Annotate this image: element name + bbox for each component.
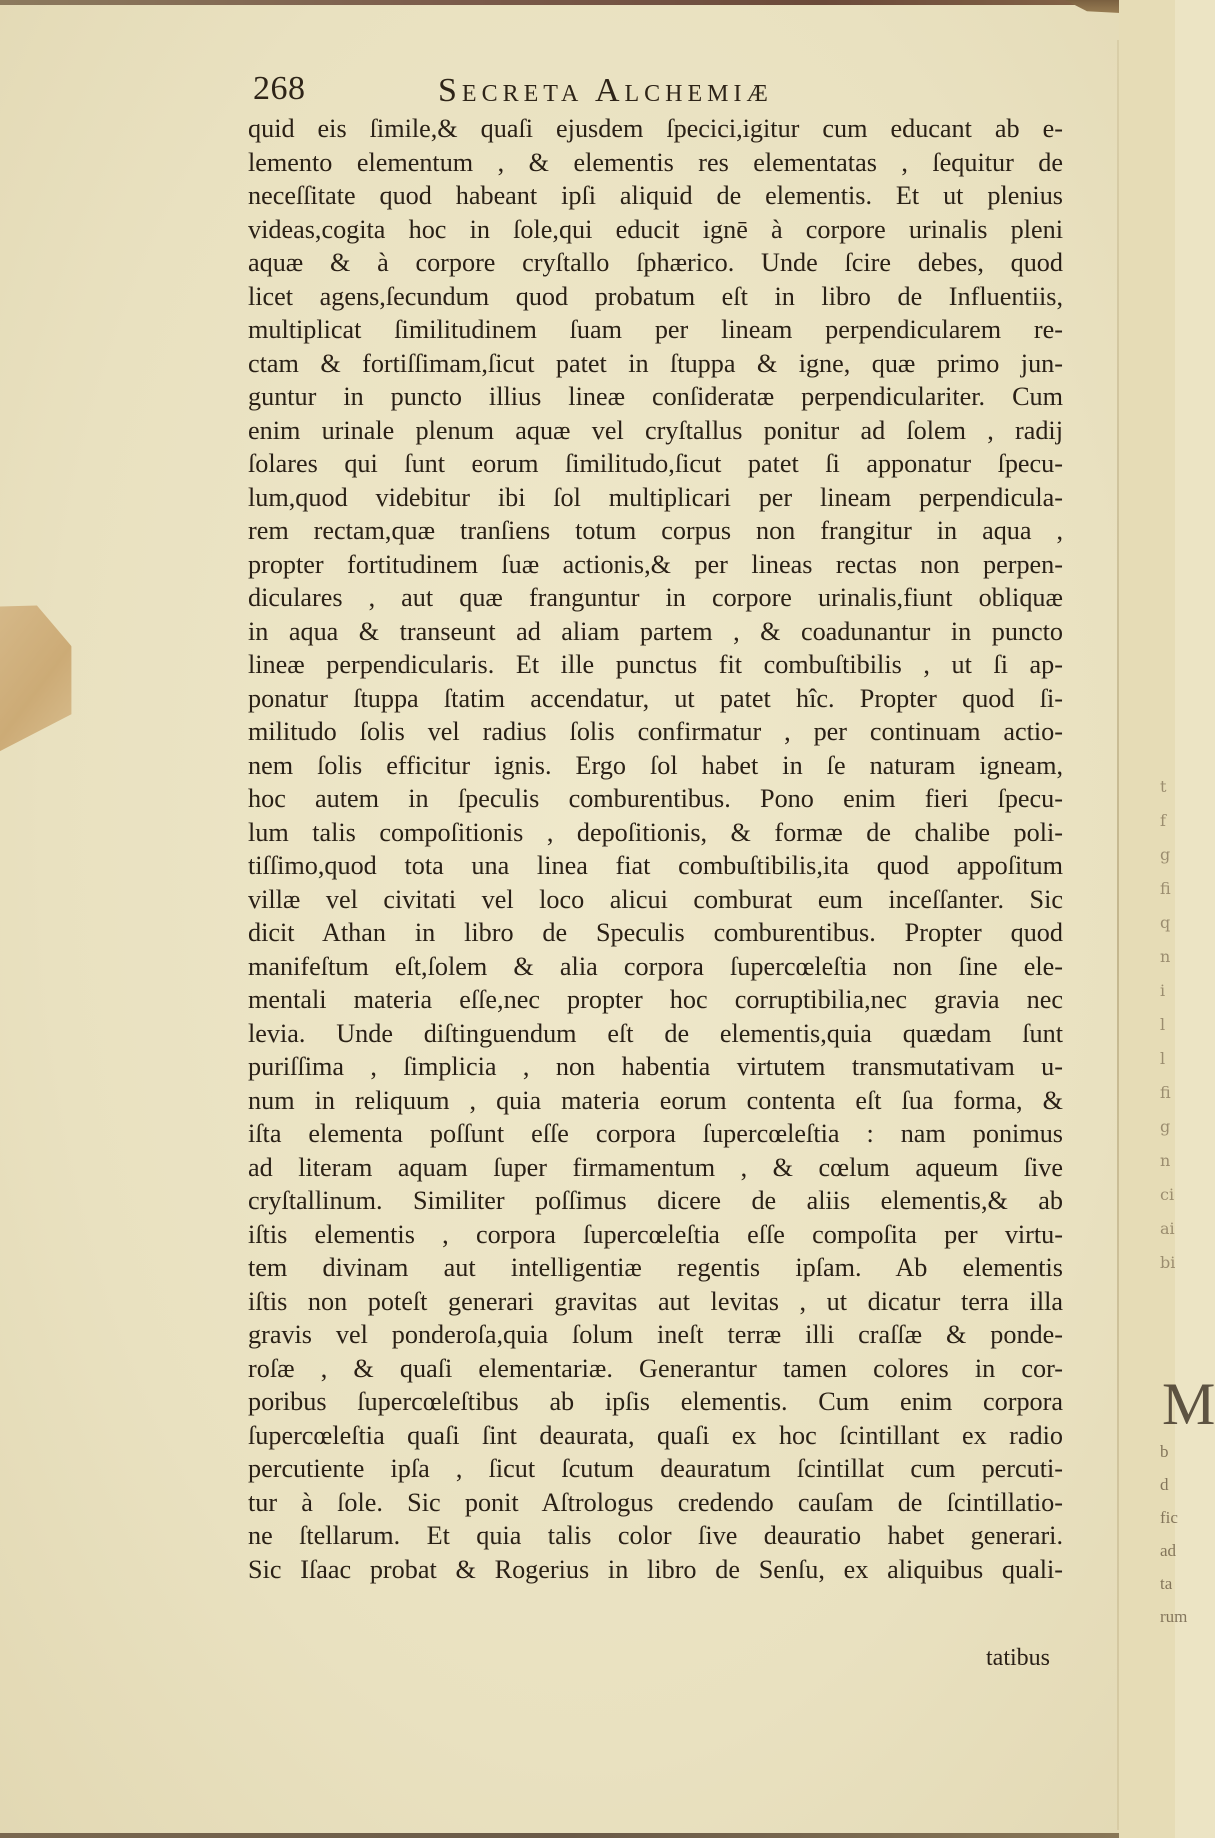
adjacent-fragment: l: [1160, 1049, 1166, 1068]
text-line: puriſſima , ſimplicia , non habentia virtutem transmutativam u-: [248, 1052, 1063, 1081]
text-line: quid eis ſimile,& quaſi ejusdem ſpecici,igitur cum educant ab e-: [248, 114, 1063, 143]
text-line: cryſtallinum. Similiter poſſimus dicere de aliis elementis,& ab: [248, 1186, 1063, 1215]
text-line: tem divinam aut intelligentiæ regentis ipſam. Ab elementis: [248, 1253, 1063, 1282]
top-page-edge: [0, 0, 1175, 5]
text-line: tiſſimo,quod tota una linea fiat combuſtibilis,ita quod appoſitum: [248, 851, 1063, 880]
text-line: tur à ſole. Sic ponit Aſtrologus credendo cauſam de ſcintillatio-: [248, 1487, 1063, 1517]
bottom-page-edge: [0, 1833, 1130, 1838]
adjacent-fragment: fi: [1160, 879, 1171, 898]
text-line: rem rectam,quæ tranſiens totum corpus non frangitur in aqua ,: [248, 516, 1063, 545]
adjacent-page-fragments: [1160, 770, 1180, 1280]
text-line: lineæ perpendicularis. Et ille punctus fit combuſtibilis , ut ſi ap-: [248, 650, 1063, 679]
adjacent-fragment: t: [1160, 777, 1167, 796]
text-line: Sic Iſaac probat & Rogerius in libro de Senſu, ex aliquibus quali-: [248, 1554, 1063, 1584]
text-line: roſæ , & quaſi elementariæ. Generantur tamen colores in cor-: [248, 1353, 1063, 1383]
text-line: iſtis elementis , corpora ſupercœleſtia eſſe compoſita per virtu-: [248, 1219, 1063, 1249]
text-line: ſolares qui ſunt eorum ſimilitudo,ſicut patet ſi apponatur ſpecu-: [248, 449, 1063, 478]
page-header: [253, 70, 1053, 112]
running-title: Secreta Alchemiæ: [438, 72, 773, 109]
text-line: propter fortitudinem ſuæ actionis,& per lineas rectas non perpen-: [248, 549, 1063, 579]
text-line: num in reliquum , quia materia eorum contenta eſt ſua forma, &: [248, 1085, 1063, 1115]
text-line: dicit Athan in libro de Speculis comburentibus. Propter quod: [248, 918, 1063, 947]
adjacent-fragment: bi: [1160, 1253, 1176, 1272]
text-line: ctam & fortiſſimam,ſicut patet in ſtuppa & igne, quæ primo jun-: [248, 348, 1063, 378]
text-line: aquæ & à corpore cryſtallo ſphærico. Unde ſcire debes, quod: [248, 248, 1063, 277]
adjacent-fragment: g: [1160, 845, 1171, 864]
text-line: gravis vel ponderoſa,quia ſolum ineſt terræ illi craſſæ & ponde-: [248, 1320, 1063, 1349]
text-line: multiplicat ſimilitudinem ſuam per lineam perpendicularem re-: [248, 315, 1063, 344]
text-line: manifeſtum eſt,ſolem & alia corpora ſupercœleſtia non ſine ele-: [248, 951, 1063, 981]
adjacent-lower-fragment: ta: [1160, 1574, 1173, 1593]
text-line: neceſſitate quod habeant ipſi aliquid de elementis. Et ut plenius: [248, 181, 1063, 210]
text-line: diculares , aut quæ franguntur in corpore urinalis,fiunt obliquæ: [248, 583, 1063, 612]
text-line: ad literam aquam ſuper firmamentum , & cœlum aqueum ſive: [248, 1152, 1063, 1182]
text-line: hoc autem in ſpeculis comburentibus. Pono enim fieri ſpecu-: [248, 784, 1063, 813]
adjacent-fragment: ai: [1160, 1219, 1175, 1238]
text-line: lum talis compoſitionis , depoſitionis, & formæ de chalibe poli-: [248, 817, 1063, 847]
text-line: militudo ſolis vel radius ſolis confirmatur , per continuam actio-: [248, 717, 1063, 746]
text-line: iſta elementa poſſunt eſſe corpora ſupercœleſtia : nam ponimus: [248, 1119, 1063, 1148]
text-line: guntur in puncto illius lineæ conſideratæ perpendiculariter. Cum: [248, 382, 1063, 411]
adjacent-fragment: f: [1160, 811, 1166, 830]
text-line: villæ vel civitati vel loco alicui comburat eum inceſſanter. Sic: [248, 884, 1063, 914]
text-line: ne ſtellarum. Et quia talis color ſive deauratio habet generari.: [248, 1521, 1063, 1550]
adjacent-fragment: fi: [1160, 1083, 1171, 1102]
text-line: mentali materia eſſe,nec propter hoc corruptibilia,nec gravia nec: [248, 985, 1063, 1014]
adjacent-fragment: n: [1160, 947, 1171, 966]
adjacent-lower-fragment: rum: [1160, 1607, 1188, 1626]
adjacent-fragment: l: [1160, 1015, 1166, 1034]
text-line: ſupercœleſtia quaſi ſint deaurata, quaſi ex hoc ſcintillant ex radio: [248, 1420, 1063, 1450]
adjacent-page-lower-fragments: [1160, 1435, 1187, 1633]
adjacent-fragment: n: [1160, 1151, 1171, 1170]
text-line: licet agens,ſecundum quod probatum eſt in libro de Influentiis,: [248, 281, 1063, 311]
text-line: percutiente ipſa , ſicut ſcutum deauratum ſcintillat cum percuti-: [248, 1454, 1063, 1483]
page-number: 268: [253, 70, 306, 107]
adjacent-lower-fragment: b: [1160, 1442, 1169, 1461]
adjacent-fragment: q: [1160, 913, 1171, 932]
text-line: enim urinale plenum aquæ vel cryſtallus ponitur ad ſolem , radij: [248, 415, 1063, 445]
paper-tab-stain: [0, 594, 85, 756]
adjacent-fragment: ci: [1160, 1185, 1175, 1204]
text-line: lum,quod videbitur ibi ſol multiplicari per lineam perpendicula-: [248, 482, 1063, 512]
adjacent-fragment: i: [1160, 981, 1166, 1000]
text-line: nem ſolis efficitur ignis. Ergo ſol habet in ſe naturam igneam,: [248, 750, 1063, 780]
text-line: poribus ſupercœleſtibus ab ipſis elementis. Cum enim corpora: [248, 1387, 1063, 1416]
adjacent-lower-fragment: ad: [1160, 1541, 1177, 1560]
text-line: lemento elementum , & elementis res elementatas , ſequitur de: [248, 147, 1063, 177]
adjacent-fragment: g: [1160, 1117, 1171, 1136]
text-line: ponatur ſtuppa ſtatim accendatur, ut patet hîc. Propter quod ſi-: [248, 683, 1063, 713]
text-line: in aqua & transeunt ad aliam partem , & coadunantur in puncto: [248, 616, 1063, 646]
text-line: iſtis non poteſt generari gravitas aut levitas , ut dicatur terra illa: [248, 1286, 1063, 1316]
text-line: videas,cogita hoc in ſole,qui educit ignē à corpore urinalis pleni: [248, 214, 1063, 244]
body-text: [248, 112, 1063, 1586]
adjacent-lower-fragment: fic: [1160, 1508, 1178, 1527]
catchword: tatibus: [986, 1645, 1050, 1671]
text-line: levia. Unde diſtinguendum eſt de elementis,quia quædam ſunt: [248, 1018, 1063, 1048]
adjacent-page-initial: M: [1162, 1371, 1215, 1437]
adjacent-lower-fragment: d: [1160, 1475, 1169, 1494]
